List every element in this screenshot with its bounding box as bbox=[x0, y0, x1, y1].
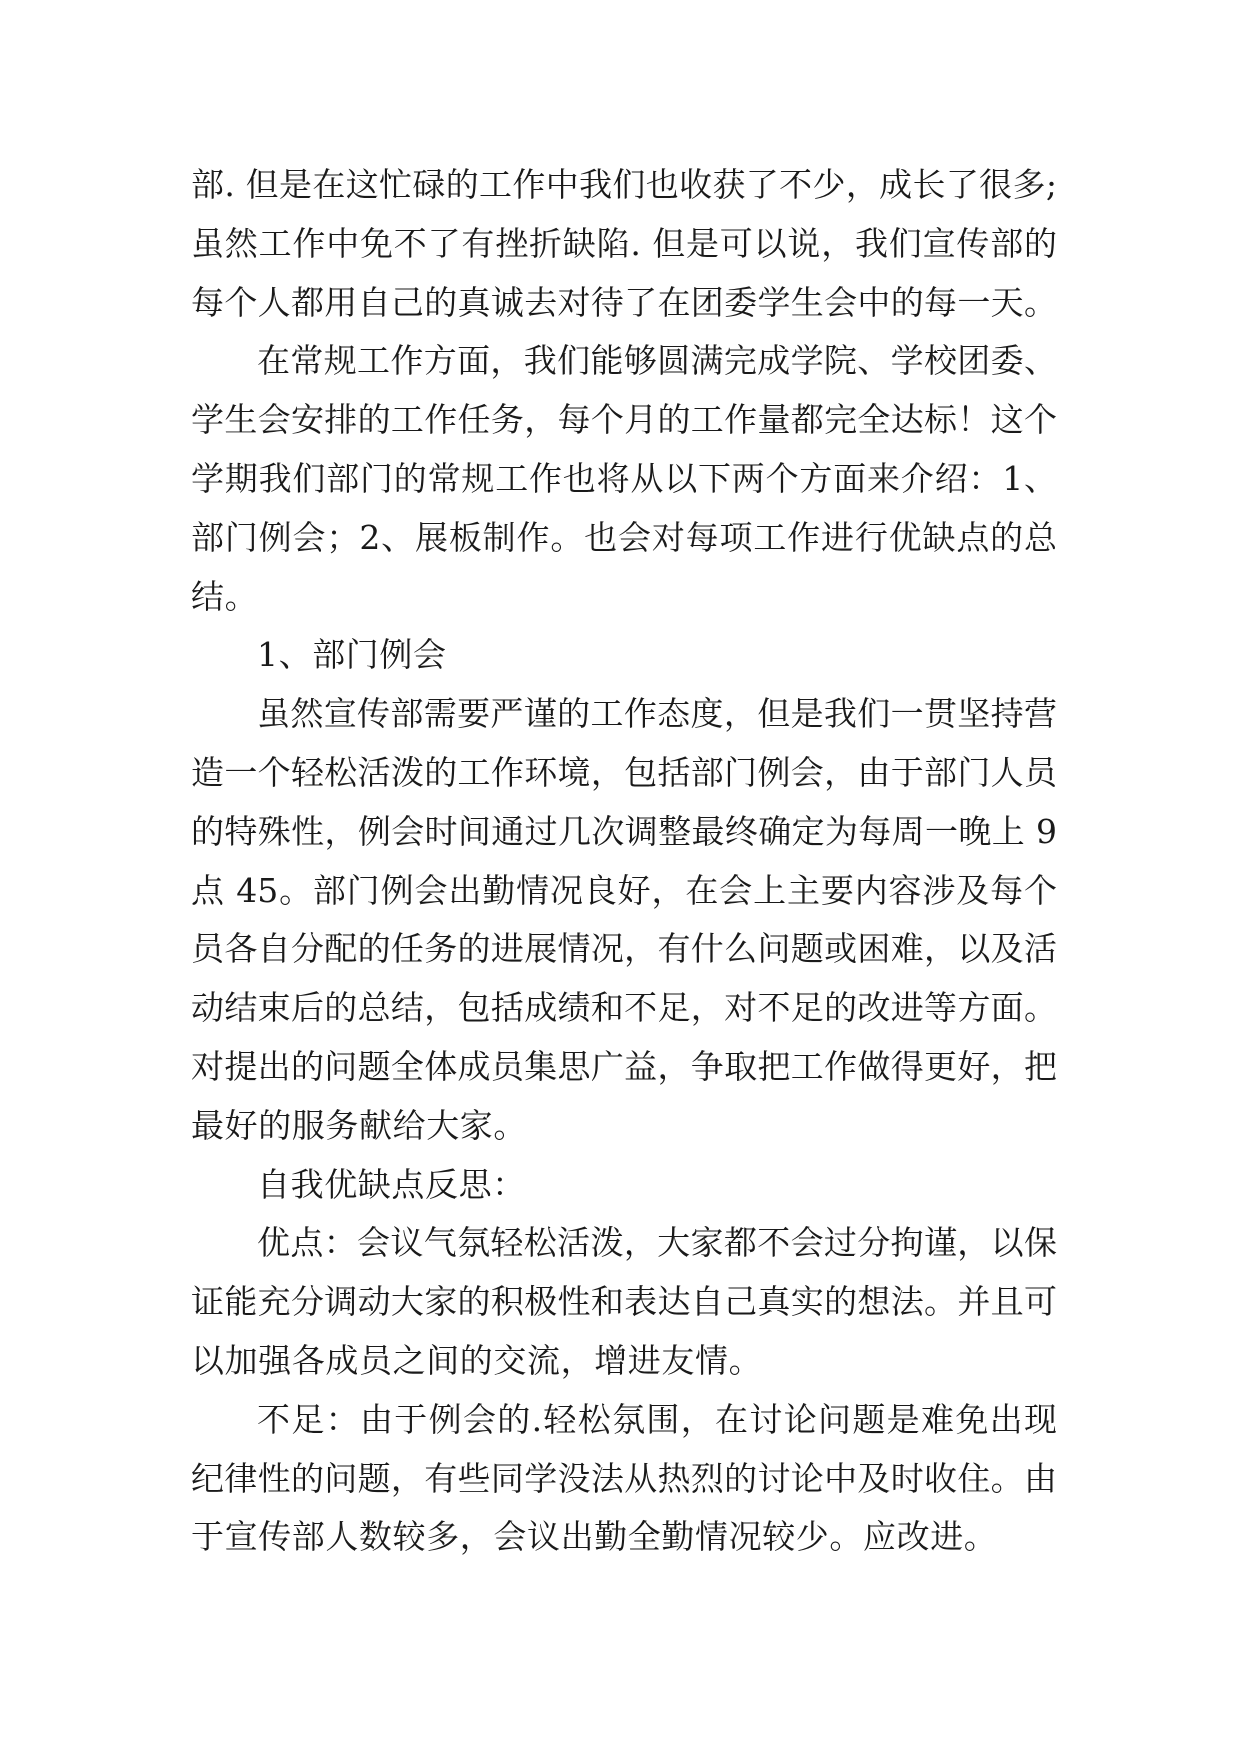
paragraph-line: 最好的服务献给大家。 bbox=[191, 1105, 527, 1145]
paragraph-line: 每个人都用自己的真诚去对待了在团委学生会中的每一天。 bbox=[191, 282, 1057, 322]
paragraph-line: 造一个轻松活泼的工作环境，包括部门例会，由于部门人员 bbox=[191, 752, 1057, 792]
section-heading-text: 1、部门例会 bbox=[257, 635, 447, 675]
subheading-self-reflection bbox=[191, 1156, 1057, 1215]
paragraph-line: 在常规工作方面，我们能够圆满完成学院、学校团委、 bbox=[257, 341, 1057, 381]
paragraph-line: 证能充分调动大家的积极性和表达自己真实的想法。并且可 bbox=[191, 1282, 1057, 1322]
paragraph-line: 部. 但是在这忙碌的工作中我们也收获了不少，成长了很多; bbox=[191, 165, 1057, 204]
paragraph-line: 对提出的问题全体成员集思广益，争取把工作做得更好，把 bbox=[191, 1046, 1057, 1086]
paragraph-line: 于宣传部人数较多，会议出勤全勤情况较少。应改进。 bbox=[191, 1517, 998, 1557]
paragraph-line: 以加强各成员之间的交流，增进友情。 bbox=[191, 1340, 763, 1380]
paragraph-line: 学期我们部门的常规工作也将从以下两个方面来介绍：1、 bbox=[191, 458, 1057, 498]
paragraph-line: 纪律性的问题，有些同学没法从热烈的讨论中及时收住。由 bbox=[191, 1458, 1057, 1498]
paragraph-line: 虽然宣传部需要严谨的工作态度，但是我们一贯坚持营 bbox=[257, 694, 1057, 734]
paragraph-line: 动结束后的总结，包括成绩和不足，对不足的改进等方面。 bbox=[191, 988, 1057, 1028]
paragraph-strengths bbox=[191, 1214, 1057, 1390]
paragraph-department-meeting bbox=[191, 685, 1057, 1155]
paragraph-line: 不足：由于例会的.轻松氛围，在讨论问题是难免出现 bbox=[257, 1399, 1057, 1439]
paragraph-line: 的特殊性，例会时间通过几次调整最终确定为每周一晚上 9 bbox=[191, 811, 1057, 851]
paragraph-continuation bbox=[191, 156, 1057, 332]
paragraph-line: 员各自分配的任务的进展情况，有什么问题或困难，以及活 bbox=[191, 929, 1057, 969]
subheading-text: 自我优缺点反思： bbox=[257, 1164, 526, 1204]
section-heading bbox=[191, 626, 1057, 685]
paragraph-line: 结。 bbox=[191, 576, 259, 616]
paragraph-routine-work bbox=[191, 332, 1057, 626]
paragraph-line: 优点：会议气氛轻松活泼，大家都不会过分拘谨，以保 bbox=[257, 1223, 1057, 1263]
paragraph-weaknesses bbox=[191, 1391, 1057, 1567]
paragraph-line: 部门例会；2、展板制作。也会对每项工作进行优缺点的总 bbox=[191, 517, 1057, 557]
paragraph-line: 点 45。部门例会出勤情况良好，在会上主要内容涉及每个 bbox=[191, 870, 1057, 910]
document-body bbox=[191, 156, 1057, 1567]
paragraph-line: 虽然工作中免不了有挫折缺陷. 但是可以说，我们宣传部的 bbox=[191, 223, 1057, 263]
paragraph-line: 学生会安排的工作任务，每个月的工作量都完全达标！这个 bbox=[191, 400, 1057, 440]
